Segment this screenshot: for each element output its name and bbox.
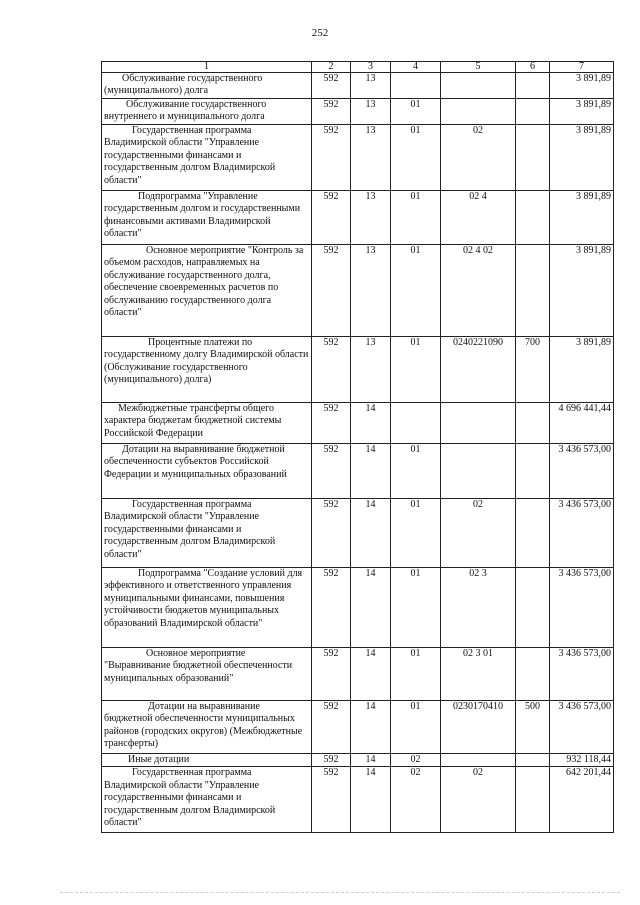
header-col-4: 4 (391, 62, 441, 73)
row-expense-type-cell: 500 (516, 701, 550, 754)
row-subsection-cell: 01 (391, 648, 441, 701)
row-admin-code-cell: 592 (312, 337, 351, 403)
row-target-article-cell (441, 444, 516, 499)
row-subsection-cell: 01 (391, 99, 441, 125)
row-expense-type-cell (516, 499, 550, 568)
row-admin-code-cell: 592 (312, 568, 351, 648)
row-name-cell: Дотации на выравнивание бюджетной обеспеченности субъектов Российской Федерации и муниципальных образований (102, 444, 312, 499)
header-col-5: 5 (441, 62, 516, 73)
row-amount-cell: 3 436 573,00 (550, 701, 614, 754)
row-name-cell: Подпрограмма "Управление государственным долгом и государственными финансовыми активами Владимирской области" (102, 191, 312, 245)
row-admin-code-cell: 592 (312, 99, 351, 125)
row-name-cell: Дотации на выравнивание бюджетной обеспеченности муниципальных районов (городских округов) (Межбюджетные трансферты) (102, 701, 312, 754)
row-target-article-cell: 02 (441, 125, 516, 191)
row-expense-type-cell (516, 648, 550, 701)
row-target-article-cell: 02 3 01 (441, 648, 516, 701)
table-row (102, 767, 614, 833)
row-name-cell: Подпрограмма "Создание условий для эффективного и ответственного управления муниципальными финансами, повышения устойчивости бюджетов муниципальных образований Владимирской области" (102, 568, 312, 648)
row-subsection-cell: 01 (391, 701, 441, 754)
row-name-cell: Государственная программа Владимирской области "Управление государственными финансами и государственным долгом Владимирской области" (102, 125, 312, 191)
row-expense-type-cell (516, 191, 550, 245)
row-section-cell: 14 (351, 648, 391, 701)
row-expense-type-cell (516, 403, 550, 444)
row-amount-cell: 3 891,89 (550, 337, 614, 403)
row-expense-type-cell (516, 444, 550, 499)
row-expense-type-cell (516, 245, 550, 337)
row-section-cell: 14 (351, 499, 391, 568)
row-subsection-cell: 02 (391, 767, 441, 833)
row-amount-cell: 3 891,89 (550, 125, 614, 191)
row-section-cell: 13 (351, 245, 391, 337)
row-name-cell: Государственная программа Владимирской области "Управление государственными финансами и государственным долгом Владимирской области" (102, 499, 312, 568)
row-section-cell: 13 (351, 99, 391, 125)
header-col-2: 2 (312, 62, 351, 73)
table-row (102, 754, 614, 767)
header-col-1: 1 (102, 62, 312, 73)
row-section-cell: 14 (351, 767, 391, 833)
row-name-cell: Процентные платежи по государственному долгу Владимирской области (Обслуживание государственного (муниципального) долга) (102, 337, 312, 403)
row-admin-code-cell: 592 (312, 648, 351, 701)
row-expense-type-cell (516, 767, 550, 833)
table-row (102, 191, 614, 245)
row-admin-code-cell: 592 (312, 73, 351, 99)
row-subsection-cell (391, 403, 441, 444)
row-admin-code-cell: 592 (312, 701, 351, 754)
table-row (102, 499, 614, 568)
row-admin-code-cell: 592 (312, 444, 351, 499)
row-expense-type-cell (516, 568, 550, 648)
row-target-article-cell: 02 4 02 (441, 245, 516, 337)
row-target-article-cell (441, 99, 516, 125)
row-subsection-cell: 01 (391, 499, 441, 568)
row-expense-type-cell: 700 (516, 337, 550, 403)
row-subsection-cell: 02 (391, 754, 441, 767)
row-target-article-cell: 0230170410 (441, 701, 516, 754)
page-edge-line (60, 892, 620, 893)
page-number: 252 (311, 27, 329, 39)
header-row (102, 62, 614, 73)
row-name-cell: Обслуживание государственного (муниципального) долга (102, 73, 312, 99)
table-row (102, 99, 614, 125)
row-target-article-cell (441, 754, 516, 767)
table-row (102, 125, 614, 191)
row-amount-cell: 3 891,89 (550, 73, 614, 99)
row-target-article-cell: 02 3 (441, 568, 516, 648)
row-section-cell: 14 (351, 754, 391, 767)
row-subsection-cell: 01 (391, 245, 441, 337)
row-subsection-cell: 01 (391, 191, 441, 245)
row-amount-cell: 932 118,44 (550, 754, 614, 767)
row-target-article-cell (441, 73, 516, 99)
table-row (102, 403, 614, 444)
header-col-7: 7 (550, 62, 614, 73)
row-name-cell: Государственная программа Владимирской области "Управление государственными финансами и государственным долгом Владимирской области" (102, 767, 312, 833)
row-target-article-cell: 02 4 (441, 191, 516, 245)
row-admin-code-cell: 592 (312, 754, 351, 767)
row-amount-cell: 3 436 573,00 (550, 444, 614, 499)
row-admin-code-cell: 592 (312, 125, 351, 191)
row-target-article-cell: 02 (441, 767, 516, 833)
table-row (102, 73, 614, 99)
row-subsection-cell: 01 (391, 568, 441, 648)
row-section-cell: 13 (351, 73, 391, 99)
row-amount-cell: 642 201,44 (550, 767, 614, 833)
row-section-cell: 13 (351, 191, 391, 245)
row-subsection-cell: 01 (391, 125, 441, 191)
row-name-cell: Межбюджетные трансферты общего характера бюджетам бюджетной системы Российской Федерации (102, 403, 312, 444)
row-name-cell: Иные дотации (102, 754, 312, 767)
row-section-cell: 14 (351, 444, 391, 499)
table-row (102, 337, 614, 403)
header-col-6: 6 (516, 62, 550, 73)
row-name-cell: Основное мероприятие "Контроль за объемом расходов, направляемых на обслуживание государственного долга, обеспечение своевременных расчетов по обслуживанию государственного долга области" (102, 245, 312, 337)
table-row (102, 648, 614, 701)
row-expense-type-cell (516, 754, 550, 767)
row-section-cell: 14 (351, 701, 391, 754)
table-row (102, 245, 614, 337)
row-target-article-cell: 0240221090 (441, 337, 516, 403)
header-col-3: 3 (351, 62, 391, 73)
table-body (102, 73, 614, 833)
row-subsection-cell: 01 (391, 337, 441, 403)
row-target-article-cell (441, 403, 516, 444)
row-amount-cell: 3 436 573,00 (550, 648, 614, 701)
row-section-cell: 13 (351, 125, 391, 191)
row-amount-cell: 3 891,89 (550, 245, 614, 337)
row-expense-type-cell (516, 125, 550, 191)
row-amount-cell: 3 436 573,00 (550, 568, 614, 648)
table-row (102, 701, 614, 754)
row-amount-cell: 4 696 441,44 (550, 403, 614, 444)
row-amount-cell: 3 891,89 (550, 99, 614, 125)
budget-table (101, 61, 614, 833)
row-section-cell: 14 (351, 403, 391, 444)
row-subsection-cell (391, 73, 441, 99)
row-amount-cell: 3 436 573,00 (550, 499, 614, 568)
row-name-cell: Основное мероприятие "Выравнивание бюджетной обеспеченности муниципальных образований" (102, 648, 312, 701)
row-admin-code-cell: 592 (312, 191, 351, 245)
row-name-cell: Обслуживание государственного внутреннего и муниципального долга (102, 99, 312, 125)
row-admin-code-cell: 592 (312, 767, 351, 833)
table-row (102, 568, 614, 648)
row-amount-cell: 3 891,89 (550, 191, 614, 245)
row-subsection-cell: 01 (391, 444, 441, 499)
row-section-cell: 13 (351, 337, 391, 403)
row-admin-code-cell: 592 (312, 245, 351, 337)
row-admin-code-cell: 592 (312, 499, 351, 568)
row-expense-type-cell (516, 99, 550, 125)
row-expense-type-cell (516, 73, 550, 99)
row-target-article-cell: 02 (441, 499, 516, 568)
table-row (102, 444, 614, 499)
row-section-cell: 14 (351, 568, 391, 648)
row-admin-code-cell: 592 (312, 403, 351, 444)
